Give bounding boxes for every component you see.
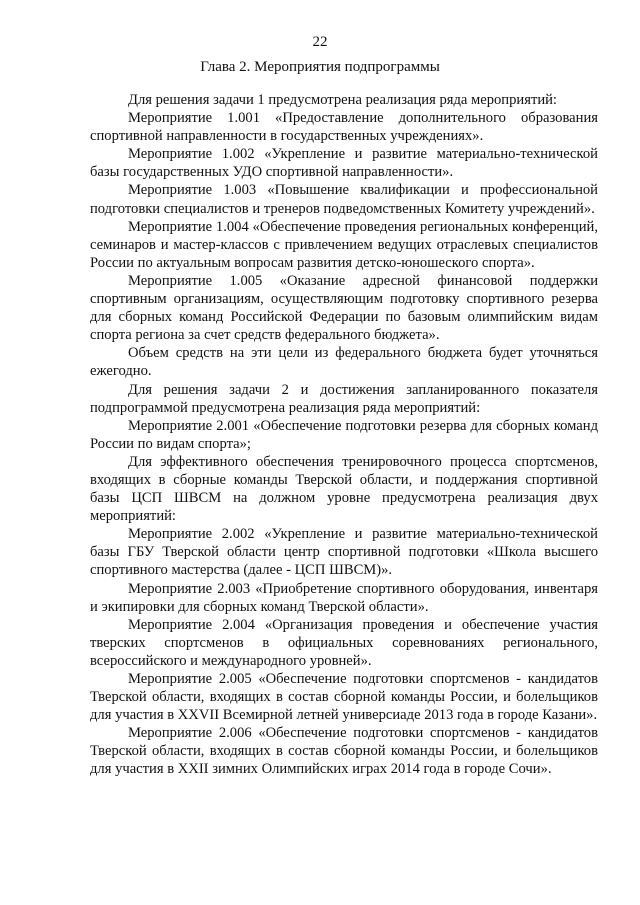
- paragraph-measure-2-006: Мероприятие 2.006 «Обеспечение подготовки спортсменов - кандидатов Тверской области, входящих в состав сборной команды России, и болельщиков для участия в XXII зимних Олимпийских играх 2014 года в городе Сочи».: [90, 725, 598, 778]
- paragraph-measure-2-002: Мероприятие 2.002 «Укрепление и развитие материально-технической базы ГБУ Тверской области центр спортивной подготовки «Школа высшего спортивного мастерства (далее - ЦСП ШВСМ)».: [90, 526, 598, 579]
- paragraph-measure-1-002: Мероприятие 1.002 «Укрепление и развитие материально-технической базы государственных УДО спортивной направленности».: [90, 146, 598, 181]
- paragraph-measure-1-005: Мероприятие 1.005 «Оказание адресной финансовой поддержки спортивным организациям, осуществляющим подготовку спортивного резерва для сборных команд Российской Федерации по базовым олимпийским видам спорта региона за счет средств федерального бюджета».: [90, 272, 598, 344]
- chapter-title: Глава 2. Мероприятия подпрограммы: [200, 59, 440, 75]
- paragraph-measure-2-005: Мероприятие 2.005 «Обеспечение подготовки спортсменов - кандидатов Тверской области, входящих в состав сборной команды России, и болельщиков для участия в XXVII Всемирной летней универсиаде 2013 года в городе Казани».: [90, 671, 598, 724]
- body-text: [90, 91, 598, 779]
- paragraph-task2-intro: Для решения задачи 2 и достижения запланированного показателя подпрограммой предусмотрена реализация ряда мероприятий:: [90, 381, 598, 416]
- paragraph-measure-2-001: Мероприятие 2.001 «Обеспечение подготовки резерва для сборных команд России по видам спорта»;: [90, 417, 598, 452]
- paragraph-measure-2-003: Мероприятие 2.003 «Приобретение спортивного оборудования, инвентаря и экипировки для сборных команд Тверской области».: [90, 580, 598, 615]
- paragraph-federal-budget-note: Объем средств на эти цели из федерального бюджета будет уточняться ежегодно.: [90, 345, 598, 380]
- page-number: 22: [312, 34, 328, 50]
- paragraph-training-process: Для эффективного обеспечения тренировочного процесса спортсменов, входящих в сборные команды Тверской области, и поддержания спортивной базы ЦСП ШВСМ на должном уровне предусмотрена реализация двух мероприятий:: [90, 453, 598, 525]
- paragraph-measure-1-003: Мероприятие 1.003 «Повышение квалификации и профессиональной подготовки специалистов и тренеров подведомственных Комитету учреждений».: [90, 182, 598, 217]
- paragraph-task1-intro: Для решения задачи 1 предусмотрена реализация ряда мероприятий:: [128, 92, 557, 108]
- paragraph-measure-2-004: Мероприятие 2.004 «Организация проведения и обеспечение участия тверских спортсменов в официальных соревнованиях регионального, всероссийского и международного уровней».: [90, 616, 598, 669]
- paragraph-measure-1-004: Мероприятие 1.004 «Обеспечение проведения региональных конференций, семинаров и мастер-классов с привлечением ведущих отраслевых специалистов России по актуальным вопросам развития детско-юношеского спорта».: [90, 218, 598, 271]
- paragraph-measure-1-001: Мероприятие 1.001 «Предоставление дополнительного образования спортивной направленности в государственных учреждениях».: [90, 110, 598, 145]
